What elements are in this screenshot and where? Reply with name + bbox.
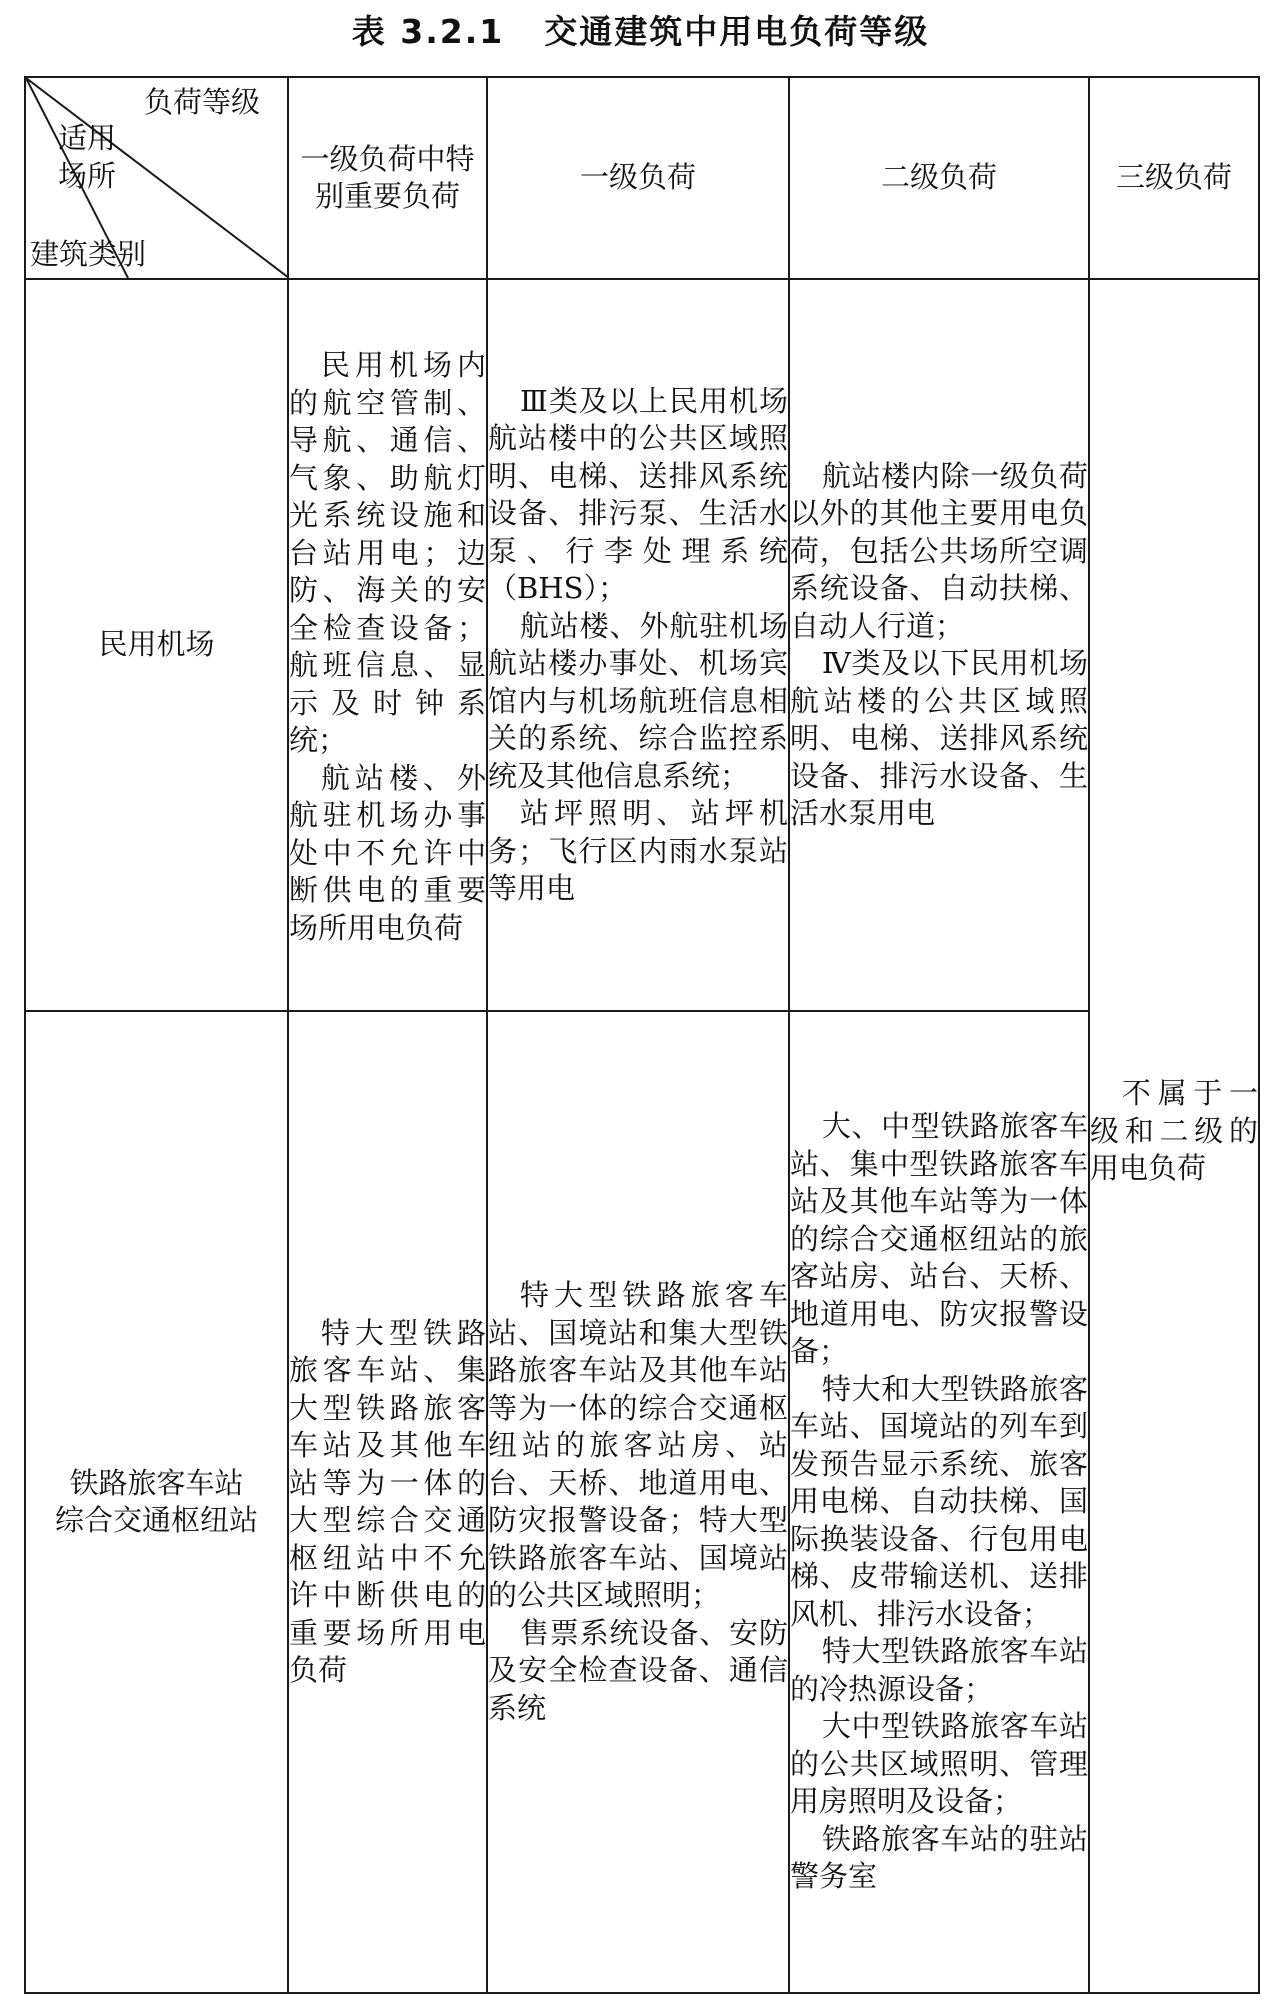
corner-label-place-line2: 场所 [58, 159, 117, 193]
paragraph: 特大型铁路旅客车站、集大型铁路旅客车站及其他车站等为一体的大型综合交通枢纽站中不允许中断供电的重要场所用电负荷 [289, 1315, 486, 1687]
paragraph: 航站楼、外航驻机场办事处中不允许中断供电的重要场所用电负荷 [289, 760, 486, 945]
building-railway-line1: 铁路旅客车站 [69, 1465, 244, 1500]
load-grade-table [24, 76, 1260, 1994]
building-type-airport: 民用机场 [25, 279, 288, 1011]
grade2-load-railway [789, 1011, 1089, 1993]
header-corner-cell [25, 77, 288, 279]
paragraph: 特大和大型铁路旅客车站、国境站的列车到发预告显示系统、旅客用电梯、自动扶梯、国际换装设备、行包用电梯、皮带输送机、送排风机、排污水设备； [790, 1371, 1088, 1631]
header-grade1: 一级负荷 [487, 77, 789, 279]
header-row [25, 77, 1259, 279]
paragraph: Ⅳ类及以下民用机场航站楼的公共区域照明、电梯、送排风系统设备、排污水设备、生活水泵用电 [790, 646, 1088, 830]
header-special-load [288, 77, 487, 279]
table-row [25, 279, 1259, 1011]
corner-label-place-line1: 适用 [58, 121, 117, 155]
paragraph: 铁路旅客车站的驻站警务室 [790, 1821, 1088, 1894]
building-railway-line2: 综合交通枢纽站 [54, 1503, 258, 1537]
paragraph: 特大型铁路旅客车站、国境站和集大型铁路旅客车站及其他车站等为一体的综合交通枢纽站的旅客站房、站台、天桥、地道用电、防灾报警设备；特大型铁路旅客车站、国境站的公共区域照明； [488, 1278, 788, 1612]
corner-label-load-grade: 负荷等级 [144, 85, 261, 119]
header-special-line2: 别重要负荷 [314, 179, 460, 213]
paragraph: 大中型铁路旅客车站的公共区域照明、管理用房照明及设备； [790, 1709, 1088, 1819]
grade1-load-railway [487, 1011, 789, 1993]
special-load-airport [288, 279, 487, 1011]
table-caption: 交通建筑中用电负荷等级 [544, 12, 930, 51]
special-load-railway [288, 1011, 487, 1993]
corner-label-building-type: 建筑类别 [30, 237, 147, 271]
paragraph: Ⅲ类及以上民用机场航站楼中的公共区域照明、电梯、送排风系统设备、排污泵、生活水泵、行李处理系统（BHS）； [488, 383, 788, 605]
header-grade3: 三级负荷 [1089, 77, 1259, 279]
paragraph: 站坪照明、站坪机务；飞行区内雨水泵站等用电 [488, 796, 788, 905]
grade3-load-common [1089, 279, 1259, 1993]
header-special-line1: 一级负荷中特 [300, 141, 475, 176]
paragraph: 航站楼、外航驻机场航站楼办事处、机场宾馆内与机场航班信息相关的系统、综合监控系统及其他信息系统； [488, 608, 788, 793]
paragraph: 民用机场内的航空管制、导航、通信、气象、助航灯光系统设施和台站用电；边防、海关的安全检查设备；航班信息、显示及时钟系统； [289, 348, 486, 757]
paragraph: 特大型铁路旅客车站的冷热源设备； [790, 1634, 1088, 1706]
paragraph: 售票系统设备、安防及安全检查设备、通信系统 [488, 1615, 788, 1725]
table-row [25, 1011, 1259, 1993]
table-title [0, 6, 1281, 58]
grade2-load-airport [789, 279, 1089, 1011]
paragraph: 不属于一级和二级的用电负荷 [1090, 1076, 1258, 1185]
grade1-load-airport [487, 279, 789, 1011]
header-grade2: 二级负荷 [789, 77, 1089, 279]
paragraph: 航站楼内除一级负荷以外的其他主要用电负荷，包括公共场所空调系统设备、自动扶梯、自动人行道； [790, 458, 1088, 643]
table-number: 表 3.2.1 [351, 12, 505, 51]
building-type-railway [25, 1011, 288, 1993]
paragraph: 大、中型铁路旅客车站、集中型铁路旅客车站及其他车站等为一体的综合交通枢纽站的旅客站房、站台、天桥、地道用电、防灾报警设备； [790, 1109, 1088, 1369]
